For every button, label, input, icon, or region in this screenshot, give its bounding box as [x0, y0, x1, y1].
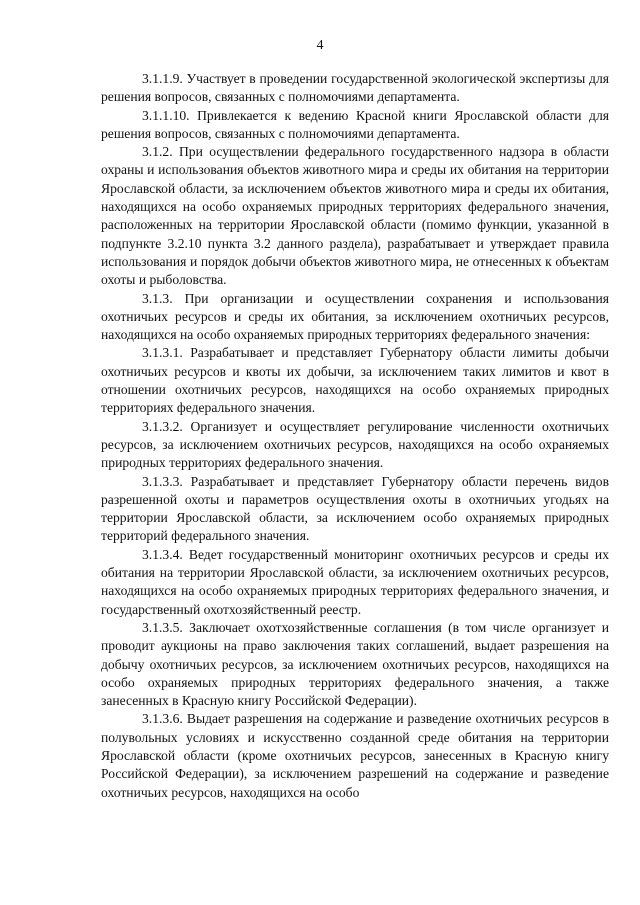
document-body — [101, 70, 609, 802]
paragraph-3-1-3: 3.1.3. При организации и осуществлении сохранения и использования охотничьих ресурсов и среды их обитания, за исключением охотничьих ресурсов, находящихся на особо охраняемых природных территориях федерального значения: — [101, 290, 609, 343]
paragraph-3-1-1-10: 3.1.1.10. Привлекается к ведению Красной книги Ярославской области для решения вопросов, связанных с полномочиями департамента. — [101, 107, 609, 141]
paragraph-3-1-3-5: 3.1.3.5. Заключает охотхозяйственные соглашения (в том числе организует и проводит аукционы на право заключения таких соглашений, выдает разрешения на добычу охотничьих ресурсов, за исключением охотничьих ресурсов, находящихся на особо охраняемых природных территориях федерального значения, а также занесенных в Красную книгу Российской Федерации). — [101, 619, 609, 709]
page-number: 4 — [316, 38, 324, 53]
paragraph-3-1-3-1: 3.1.3.1. Разрабатывает и представляет Губернатору области лимиты добычи охотничьих ресурсов и квоты их добычи, за исключением таких лимитов и квот в отношении охотничьих ресурсов, находящихся на особо охраняемых природных территориях федерального значения. — [101, 345, 609, 416]
paragraph-3-1-2: 3.1.2. При осуществлении федерального государственного надзора в области охраны и использования объектов животного мира и среды их обитания на территории Ярославской области, за исключением объектов животного мира и среды их обитания, находящихся на особо охраняемых природных территориях федерального значения, расположенных на территории Ярославской области (помимо функции, указанной в подпункте 3.2.10 пункта 3.2 данного раздела), разрабатывает и утверждает правила использования и порядок добычи объектов животного мира, не отнесенных к объектам охоты и рыболовства. — [101, 144, 609, 288]
paragraph-3-1-3-6: 3.1.3.6. Выдает разрешения на содержание и разведение охотничьих ресурсов в полувольных условиях и искусственно созданной среде обитания на территории Ярославской области (кроме охотничьих ресурсов, занесенных в Красную книгу Российской Федерации), за исключением разрешений на содержание и разведение охотничьих ресурсов, находящихся на особо — [101, 711, 609, 800]
paragraph-3-1-3-4: 3.1.3.4. Ведет государственный мониторинг охотничьих ресурсов и среды их обитания на территории Ярославской области, за исключением охотничьих ресурсов, находящихся на особо охраняемых природных территориях федерального значения, и государственный охотхозяйственный реестр. — [101, 546, 609, 617]
paragraph-3-1-3-2: 3.1.3.2. Организует и осуществляет регулирование численности охотничьих ресурсов, за исключением охотничьих ресурсов, находящихся на особо охраняемых природных территориях федерального значения. — [101, 418, 609, 471]
paragraph-3-1-1-9: 3.1.1.9. Участвует в проведении государственной экологической экспертизы для решения вопросов, связанных с полномочиями департамента. — [101, 71, 609, 105]
paragraph-3-1-3-3: 3.1.3.3. Разрабатывает и представляет Губернатору области перечень видов разрешенной охоты и параметров осуществления охоты в охотничьих угодьях на территории Ярославской области, за исключением особо охраняемых природных территорий федерального значения. — [101, 473, 609, 544]
